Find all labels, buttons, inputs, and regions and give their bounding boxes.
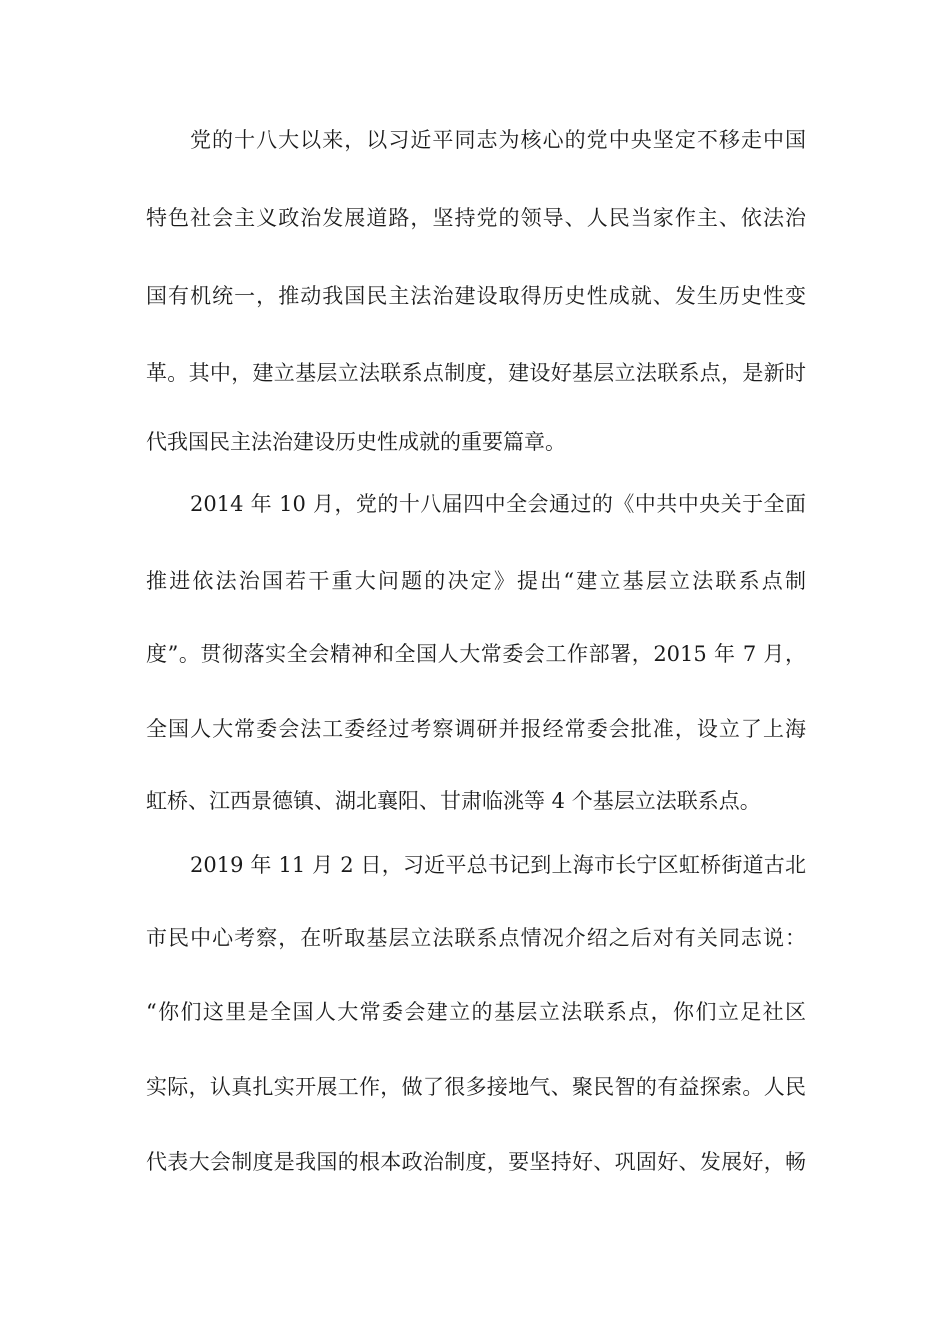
paragraph-2-line-5: 虹桥、江西景德镇、湖北襄阳、甘肃临洮等 4 个基层立法联系点。 bbox=[146, 789, 761, 813]
paragraph-1-line-3: 国有机统一，推动我国民主法治建设取得历史性成就、发生历史性变 bbox=[146, 284, 806, 308]
paragraph-2-line-1: 2014 年 10 月，党的十八届四中全会通过的《中共中央关于全面 bbox=[190, 492, 806, 516]
paragraph-1-line-1: 党的十八大以来，以习近平同志为核心的党中央坚定不移走中国 bbox=[190, 128, 806, 152]
paragraph-2-line-3: 度”。贯彻落实全会精神和全国人大常委会工作部署，2015 年 7 月， bbox=[146, 642, 806, 666]
paragraph-3-line-1: 2019 年 11 月 2 日，习近平总书记到上海市长宁区虹桥街道古北 bbox=[190, 853, 806, 877]
paragraph-1-line-2: 特色社会主义政治发展道路，坚持党的领导、人民当家作主、依法治 bbox=[146, 206, 806, 230]
paragraph-3-line-4: 实际，认真扎实开展工作，做了很多接地气、聚民智的有益探索。人民 bbox=[146, 1075, 806, 1099]
paragraph-1-line-5: 代我国民主法治建设历史性成就的重要篇章。 bbox=[146, 430, 566, 454]
paragraph-3-line-2: 市民中心考察，在听取基层立法联系点情况介绍之后对有关同志说： bbox=[146, 926, 806, 950]
paragraph-2-line-4: 全国人大常委会法工委经过考察调研并报经常委会批准，设立了上海 bbox=[146, 717, 806, 741]
paragraph-1-line-4: 革。其中，建立基层立法联系点制度，建设好基层立法联系点，是新时 bbox=[146, 361, 806, 385]
paragraph-2-line-2: 推进依法治国若干重大问题的决定》提出“建立基层立法联系点制 bbox=[146, 569, 806, 593]
paragraph-3-line-5: 代表大会制度是我国的根本政治制度，要坚持好、巩固好、发展好，畅 bbox=[146, 1150, 806, 1174]
paragraph-3-line-3: “你们这里是全国人大常委会建立的基层立法联系点，你们立足社区 bbox=[146, 1000, 806, 1024]
